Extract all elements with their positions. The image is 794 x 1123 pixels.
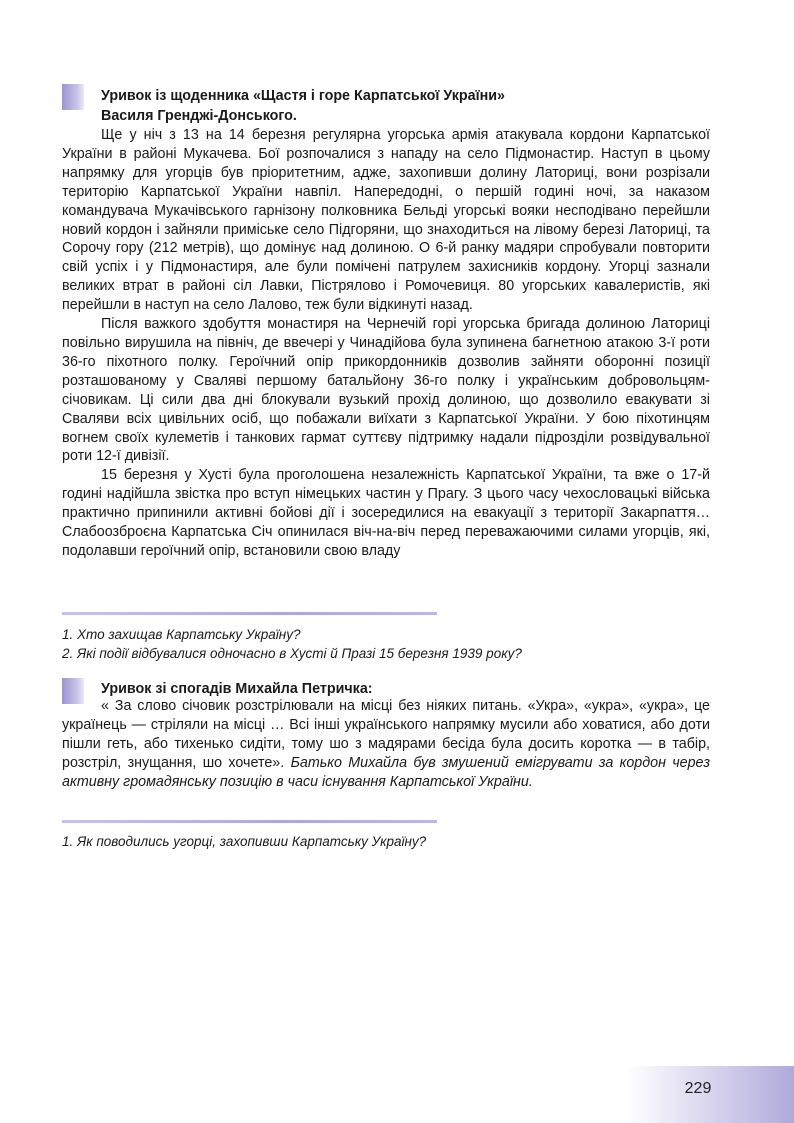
excerpt2-quote-paragraph [62,697,710,792]
excerpt2-quote: « За слово січовик розстрілювали на місці без ніяких питань. «Укра», «укра», «укра», це українець — стріляли на місці … Всі інші українського напрямку мусили або ховатися, або доти пішли геть, або тихенько сидіти, тому шо з мадярами бесіда була досить коротка — в табір, розстріл, знущання, шо хочете». [62,698,710,771]
separator-line [62,820,437,823]
separator-line [62,612,437,615]
excerpt1-title: Уривок із щоденника «Щастя і горе Карпатської України» [101,88,505,104]
section-marker [62,84,84,110]
excerpt1-author: Василя Гренджі-Донського. [101,108,297,124]
question-item: 1. Хто захищав Карпатську Україну? [62,627,301,642]
excerpt2-body [62,697,710,792]
excerpt1-paragraph: Після важкого здобуття монастиря на Чернечій горі угорська бригада долиною Латориці повільно вирушила на північ, де ввечері у Чинадійова була зупинена багнетною атакою 3-ї роти 36-го піхотного полку. Героїчний опір прикордонників дозволив зайняти оборонні позиції розташованому у Сваляві першому батальйону 36-го полку і українським добровольцям-січовикам. Ці сили два дні блокували вузький прохід долиною, що дозволило евакувати зі Сваляви всіх цивільних осіб, що побажали виїхати з Карпатської України. У бою піхотинцям вогнем своїх кулеметів і танкових гармат суттєву підтримку надали підрозділи розвідувальної роти 12-ї дивізії. [62,316,710,465]
question-item: 1. Як поводились угорці, захопивши Карпатську Україну? [62,834,427,849]
question-item: 2. Які події відбувалися одночасно в Хусті й Празі 15 березня 1939 року? [62,646,522,661]
excerpt2-questions [62,832,722,851]
excerpt1-paragraph: Ще у ніч з 13 на 14 березня регулярна угорська армія атакувала кордони Карпатської України в районі Мукачева. Бої розпочалися з нападу на село Підмонастир. Наступ в цьому напрямку для угорців був пріоритетним, адже, захопивши долину Латориці, вони розрізали територію Карпатської України навпіл. Напередодні, о першій годині ночі, за наказом командувача Мукачівського гарнізону полковника Бельді угорські вояки несподівано перейшли новий кордон і зайняли приміське село Підгоряни, що знаходиться на лівому березі Латориці, та Сорочу гору (212 метрів), що домінує над долиною. О 6-й ранку мадяри спробували повторити свій успіх і у Підмонастиря, але були помічені патрулем захисників кордону. Угорці зазнали великих втрат в районі сіл Лавки, Пістрялово і Ромочевиця. 80 угорських кавалеристів, які перейшли в наступ на село Лалово, теж були відкинуті назад. [62,127,710,314]
excerpt2-title: Уривок зі спогадів Михайла Петричка: [101,681,373,697]
excerpt1-body [62,126,710,561]
excerpt2-note: Батько Михайла був змушений емігрувати за кордон через активну громадянську позицію в часи існування Карпатської України. [62,754,710,790]
excerpt1-paragraph: 15 березня у Хусті була проголошена незалежність Карпатської України, та вже о 17-й годині надійшла звістка про вступ німецьких частин у Прагу. З цього часу чехословацькі війська практично припинили активні бойові дії і зосередилися на евакуації з території Закарпаття…Слабоозброєна Карпатська Січ опинилася віч-на-віч перед переважаючими силами угорців, які, подолавши героїчний опір, встановили свою владу [62,467,710,559]
page-number: 229 [684,1080,712,1097]
excerpt1-questions [62,625,722,663]
